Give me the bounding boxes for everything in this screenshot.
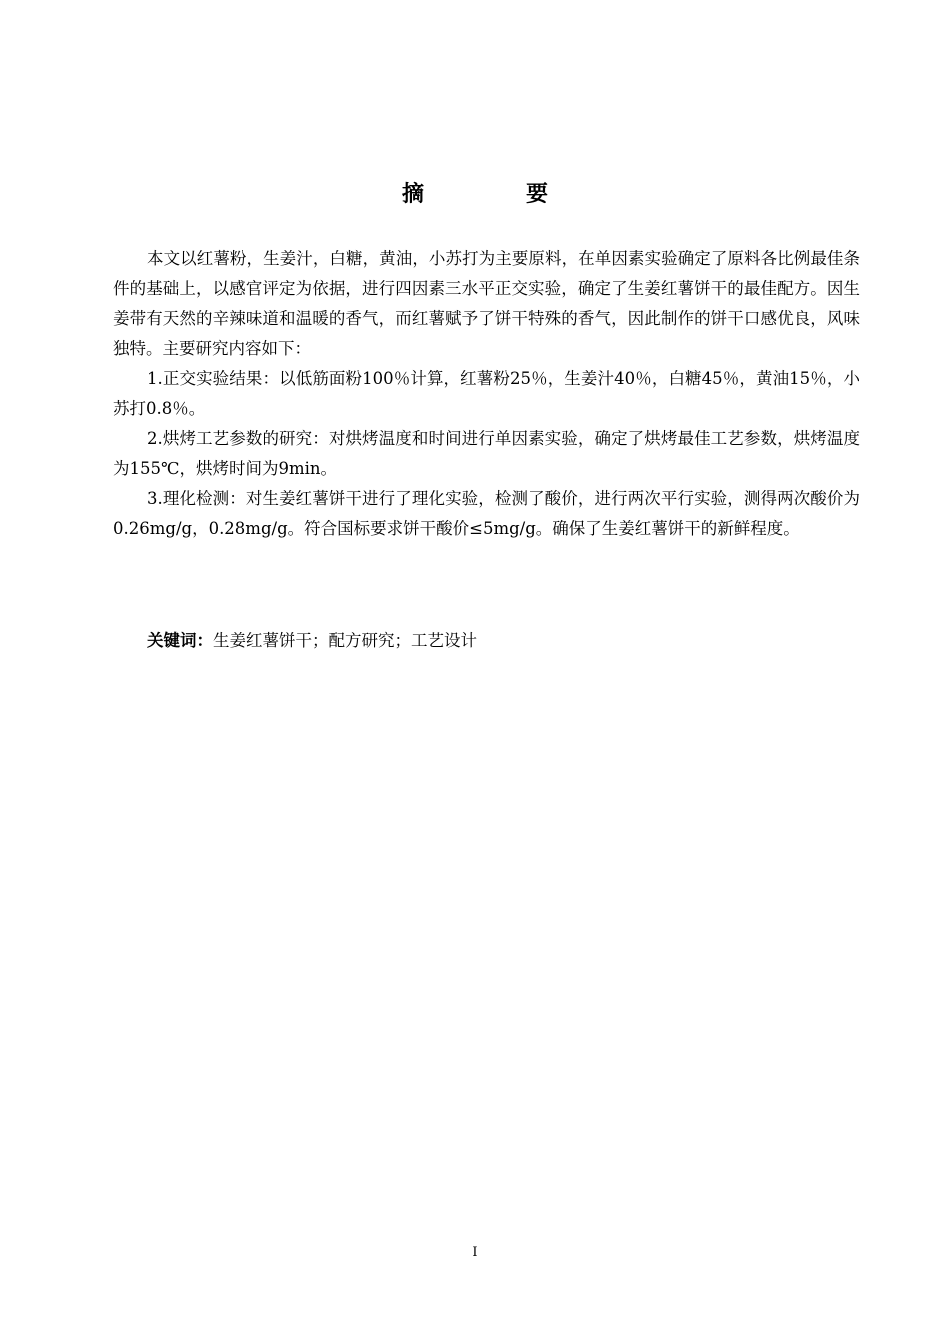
abstract-paragraph-physchem: 3.理化检测：对生姜红薯饼干进行了理化实验，检测了酸价，进行两次平行实验，测得两次酸价为0.26mg/g，0.28mg/g。符合国标要求饼干酸价≤5mg/g。确保了生姜红薯饼干的新鲜程度。	[113, 489, 860, 538]
keywords-text: 生姜红薯饼干；配方研究；工艺设计	[213, 631, 477, 650]
keywords-line	[113, 626, 860, 656]
abstract-paragraph-orthogonal: 1.正交实验结果：以低筋面粉100％计算，红薯粉25％，生姜汁40％，白糖45％，黄油15％，小苏打0.8％。	[113, 369, 860, 418]
abstract-title: 摘 要	[401, 182, 588, 207]
page-number: I	[472, 1245, 478, 1260]
abstract-paragraph-baking: 2.烘烤工艺参数的研究：对烘烤温度和时间进行单因素实验，确定了烘烤最佳工艺参数，烘烤温度为155℃，烘烤时间为9min。	[113, 429, 860, 478]
keywords-label: 关键词：	[147, 631, 213, 650]
abstract-body	[113, 244, 860, 544]
abstract-paragraph-intro: 本文以红薯粉，生姜汁，白糖，黄油，小苏打为主要原料，在单因素实验确定了原料各比例最佳条件的基础上，以感官评定为依据，进行四因素三水平正交实验，确定了生姜红薯饼干的最佳配方。因生姜带有天然的辛辣味道和温暖的香气，而红薯赋予了饼干特殊的香气，因此制作的饼干口感优良，风味独特。主要研究内容如下：	[113, 249, 860, 358]
